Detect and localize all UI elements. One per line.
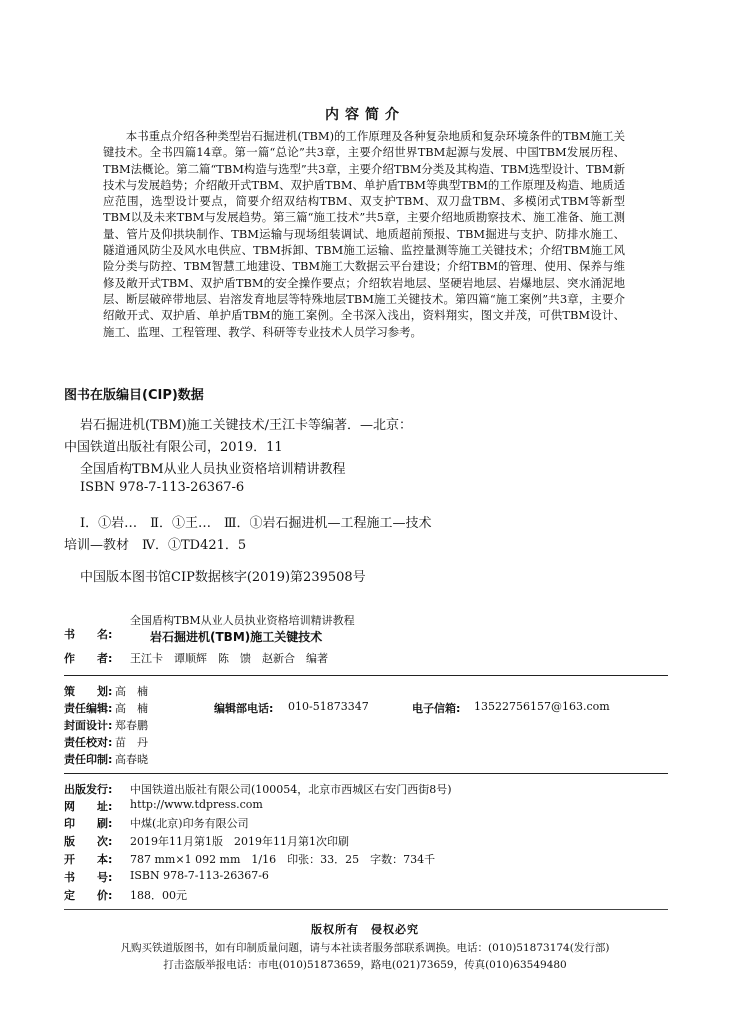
- cip-verify-line: 中国版本图书馆CIP数据核字(2019)第239508号: [80, 570, 366, 585]
- intro-title: 内容简介: [325, 107, 405, 123]
- web-label: 网 址:: [64, 800, 113, 813]
- email-value: 13522756157@163.com: [474, 700, 610, 713]
- phone-label: 编辑部电话:: [214, 702, 274, 715]
- print-name: 高春晓: [115, 753, 148, 766]
- planner-name: 高 楠: [115, 685, 148, 698]
- publisher-value: 中国铁道出版社有限公司(100054，北京市西城区右安门西街8号): [130, 783, 452, 796]
- divider-top: [64, 675, 668, 676]
- cover-label: 封面设计:: [64, 719, 113, 732]
- cip-isbn-line: ISBN 978-7-113-26367-6: [80, 480, 245, 495]
- printer-value: 中煤(北京)印务有限公司: [130, 817, 249, 830]
- edition-label: 版 次:: [64, 835, 113, 848]
- book-title: 岩石掘进机(TBM)施工关键技术: [150, 630, 323, 644]
- footer-line-2: 打击盗版举报电话：市电(010)51873659，路电(021)73659，传真(010)63549480: [163, 959, 567, 971]
- email-label: 电子信箱:: [412, 702, 461, 715]
- planner-label: 策 划:: [64, 685, 113, 698]
- editor-name: 高 楠: [115, 702, 148, 715]
- price-label: 定 价:: [64, 889, 113, 902]
- proof-label: 责任校对:: [64, 736, 113, 749]
- print-label: 责任印制:: [64, 753, 113, 766]
- publisher-label: 出版发行:: [64, 783, 113, 796]
- book-title-label: 书 名:: [64, 628, 113, 641]
- proof-name: 苗 丹: [115, 736, 148, 749]
- book-series: 全国盾构TBM从业人员执业资格培训精讲教程: [130, 614, 355, 627]
- cip-entry-line-2: 中国铁道出版社有限公司，2019．11: [64, 440, 283, 455]
- footer-line-1: 凡购买铁道版图书，如有印制质量问题，请与本社读者服务部联系调换。电话：(010)51873174(发行部): [120, 942, 610, 954]
- format-label: 开 本:: [64, 853, 113, 866]
- isbn-label: 书 号:: [64, 871, 113, 884]
- cip-heading: 图书在版编目(CIP)数据: [64, 388, 204, 403]
- price-value: 188．00元: [130, 889, 187, 902]
- edition-value: 2019年11月第1版 2019年11月第1次印刷: [130, 835, 349, 848]
- cip-subject-line-2: 培训—教材 Ⅳ．①TD421．5: [64, 538, 247, 553]
- cip-entry-line-1: 岩石掘进机(TBM)施工关键技术/王江卡等编著．—北京：: [80, 418, 413, 433]
- editor-label: 责任编辑:: [64, 702, 113, 715]
- author-names: 王江卡 谭顺辉 陈 馈 赵新合 编著: [130, 652, 328, 665]
- format-value: 787 mm×1 092 mm 1/16 印张：33．25 字数：734千: [130, 853, 436, 866]
- intro-body: 本书重点介绍各种类型岩石掘进机(TBM)的工作原理及各种复杂地质和复杂环境条件的TBM施工关键技术。全书四篇14章。第一篇“总论”共3章，主要介绍世界TBM起源与发展、中国TBM发展历程、TBM法概论。第二篇“TBM构造与选型”共3章，主要介绍TBM分类及其构造、TBM选型设计、TBM新技术与发展趋势；介绍敞开式TBM、双护盾TBM、单护盾TBM等典型TBM的工作原理及构造、地质适应范围，选型设计要点，简要介绍双结构TBM、双支护TBM、双刀盘TBM、多模闭式TBM等新型TBM以及未来TBM与发展趋势。第三篇“施工技术”共5章，主要介绍地质勘察技术、施工准备、施工测量、管片及仰拱块制作、TBM运输与现场组装调试、地质超前预报、TBM掘进与支护、防排水施工、隧道通风防尘及风水电供应、TBM拆卸、TBM施工运输、监控量测等施工关键技术；介绍TBM施工风险分类与防控、TBM智慧工地建设、TBM施工大数据云平台建设；介绍TBM的管理、使用、保养与维修及敞开式TBM、双护盾TBM的安全操作要点；介绍软岩地层、坚硬岩地层、岩爆地层、突水涌泥地层、断层破碎带地层、岩溶发育地层等特殊地层TBM施工关键技术。第四篇“施工案例”共3章，主要介绍敞开式、双护盾、单护盾TBM的施工案例。全书深入浅出，资料翔实，图文并茂，可供TBM设计、施工、监理、工程管理、教学、科研等专业技术人员学习参考。: [103, 129, 625, 339]
- cip-subject-line-1: Ⅰ．①岩… Ⅱ．①王… Ⅲ．①岩石掘进机—工程施工—技术: [80, 516, 432, 531]
- copyright-title: 版权所有 侵权必究: [311, 923, 419, 936]
- isbn-value: ISBN 978-7-113-26367-6: [130, 869, 269, 882]
- cover-name: 郑春鹏: [115, 719, 148, 732]
- cip-entry-line-3: 全国盾构TBM从业人员执业资格培训精讲教程: [80, 462, 346, 477]
- web-value: http://www.tdpress.com: [130, 798, 263, 811]
- phone-value: 010-51873347: [288, 700, 369, 713]
- author-label: 作 者:: [64, 652, 113, 665]
- printer-label: 印 刷:: [64, 817, 113, 830]
- divider-bottom: [64, 909, 668, 910]
- divider-middle: [64, 773, 668, 774]
